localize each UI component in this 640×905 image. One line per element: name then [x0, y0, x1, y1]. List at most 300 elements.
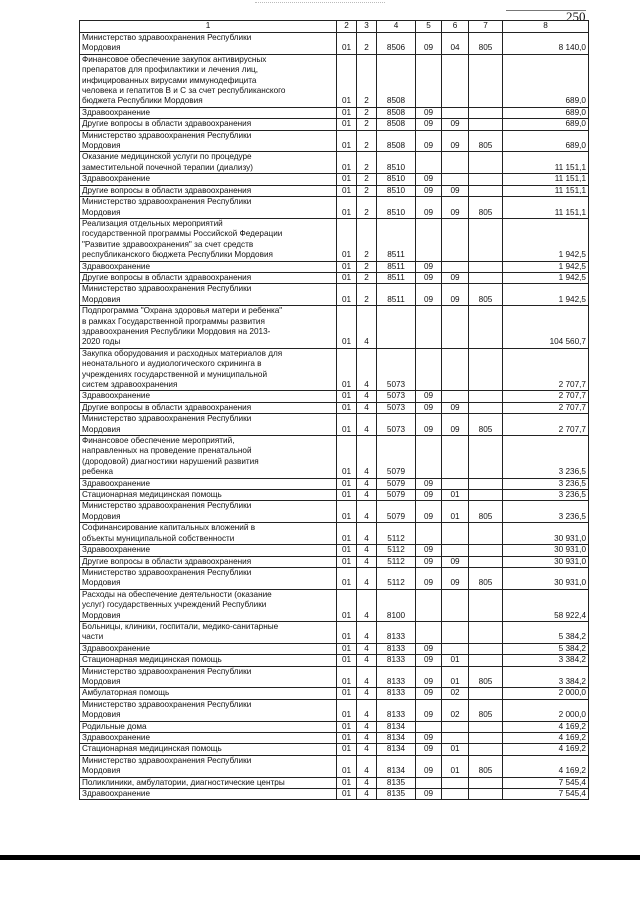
row-name: Расходы на обеспечение деятельности (оказание услуг) государственных учреждений Республики Мордовия — [80, 589, 337, 621]
table-row — [80, 688, 589, 699]
cell-code-7 — [469, 655, 503, 666]
cell-code-2: 01 — [337, 721, 357, 732]
cell-code-4: 8510 — [377, 152, 416, 174]
cell-code-2: 01 — [337, 501, 357, 523]
cell-amount: 7 545,4 — [503, 789, 589, 800]
cell-code-4: 5073 — [377, 402, 416, 413]
cell-amount: 4 169,2 — [503, 721, 589, 732]
row-name: Стационарная медицинская помощь — [80, 655, 337, 666]
cell-code-6: 09 — [442, 185, 469, 196]
cell-code-3: 2 — [357, 107, 377, 118]
cell-code-5: 09 — [416, 545, 442, 556]
cell-code-6: 09 — [442, 130, 469, 152]
cell-code-4: 5112 — [377, 545, 416, 556]
cell-code-7 — [469, 777, 503, 788]
cell-code-6 — [442, 152, 469, 174]
cell-code-2: 01 — [337, 777, 357, 788]
cell-amount: 2 707,7 — [503, 414, 589, 436]
cell-code-6: 09 — [442, 284, 469, 306]
cell-code-4: 5112 — [377, 556, 416, 567]
row-name: Здравоохранение — [80, 733, 337, 744]
cell-amount: 1 942,5 — [503, 218, 589, 261]
cell-code-4: 5112 — [377, 567, 416, 589]
cell-code-3: 4 — [357, 755, 377, 777]
cell-code-2: 01 — [337, 284, 357, 306]
row-name: Стационарная медицинская помощь — [80, 490, 337, 501]
cell-code-4: 8510 — [377, 185, 416, 196]
cell-code-4: 8508 — [377, 54, 416, 107]
scan-artifact-marks — [255, 2, 385, 7]
cell-code-5 — [416, 523, 442, 545]
table-row — [80, 721, 589, 732]
cell-code-3: 4 — [357, 567, 377, 589]
column-header: 8 — [503, 21, 589, 33]
table-row — [80, 621, 589, 643]
cell-code-7: 805 — [469, 501, 503, 523]
cell-amount: 3 384,2 — [503, 655, 589, 666]
cell-amount: 2 000,0 — [503, 699, 589, 721]
cell-code-4: 8135 — [377, 789, 416, 800]
cell-code-5: 09 — [416, 261, 442, 272]
table-body — [80, 33, 589, 800]
table-row — [80, 130, 589, 152]
cell-code-3: 4 — [357, 688, 377, 699]
cell-code-6: 09 — [442, 197, 469, 219]
cell-code-6: 09 — [442, 272, 469, 283]
cell-code-6: 09 — [442, 567, 469, 589]
cell-code-4: 8510 — [377, 174, 416, 185]
cell-code-2: 01 — [337, 185, 357, 196]
cell-amount: 689,0 — [503, 130, 589, 152]
cell-amount: 30 931,0 — [503, 545, 589, 556]
cell-amount: 30 931,0 — [503, 567, 589, 589]
cell-code-7: 805 — [469, 666, 503, 688]
cell-amount: 7 545,4 — [503, 777, 589, 788]
cell-code-7: 805 — [469, 197, 503, 219]
row-name: Министерство здравоохранения Республики Мордовия — [80, 755, 337, 777]
cell-code-2: 01 — [337, 130, 357, 152]
cell-code-3: 4 — [357, 744, 377, 755]
cell-code-3: 2 — [357, 119, 377, 130]
cell-code-5: 09 — [416, 567, 442, 589]
row-name: Другие вопросы в области здравоохранения — [80, 119, 337, 130]
cell-code-4: 5073 — [377, 348, 416, 391]
cell-code-4: 5112 — [377, 523, 416, 545]
cell-code-5: 09 — [416, 391, 442, 402]
cell-amount: 3 236,5 — [503, 501, 589, 523]
cell-code-4: 8134 — [377, 733, 416, 744]
cell-code-6 — [442, 721, 469, 732]
cell-code-3: 4 — [357, 621, 377, 643]
cell-amount: 1 942,5 — [503, 272, 589, 283]
table-row — [80, 699, 589, 721]
cell-amount: 5 384,2 — [503, 643, 589, 654]
cell-code-2: 01 — [337, 272, 357, 283]
cell-amount: 3 384,2 — [503, 666, 589, 688]
cell-code-2: 01 — [337, 197, 357, 219]
table-row — [80, 589, 589, 621]
cell-code-2: 01 — [337, 33, 357, 55]
cell-code-2: 01 — [337, 414, 357, 436]
cell-code-4: 8100 — [377, 589, 416, 621]
cell-code-2: 01 — [337, 174, 357, 185]
cell-code-5: 09 — [416, 501, 442, 523]
cell-code-3: 4 — [357, 402, 377, 413]
cell-code-7 — [469, 119, 503, 130]
cell-code-3: 2 — [357, 284, 377, 306]
cell-code-2: 01 — [337, 152, 357, 174]
row-name: Поликлиники, амбулатории, диагностические центры — [80, 777, 337, 788]
row-name: Финансовое обеспечение мероприятий, направленных на проведение пренатальной (дородовой) диагностики нарушений развития ребенка — [80, 436, 337, 479]
cell-code-7 — [469, 402, 503, 413]
cell-amount: 1 942,5 — [503, 284, 589, 306]
cell-amount: 2 000,0 — [503, 688, 589, 699]
cell-code-5 — [416, 152, 442, 174]
cell-code-4: 5079 — [377, 478, 416, 489]
cell-code-4: 5079 — [377, 501, 416, 523]
table-row — [80, 556, 589, 567]
cell-code-2: 01 — [337, 119, 357, 130]
cell-code-2: 01 — [337, 666, 357, 688]
cell-code-6: 01 — [442, 490, 469, 501]
cell-code-5: 09 — [416, 130, 442, 152]
cell-code-3: 4 — [357, 545, 377, 556]
cell-code-5 — [416, 436, 442, 479]
cell-code-5: 09 — [416, 744, 442, 755]
cell-code-7 — [469, 391, 503, 402]
cell-code-3: 4 — [357, 391, 377, 402]
cell-code-6 — [442, 733, 469, 744]
table-row — [80, 402, 589, 413]
cell-code-7 — [469, 523, 503, 545]
cell-code-5: 09 — [416, 733, 442, 744]
column-header: 2 — [337, 21, 357, 33]
table-header-row — [80, 21, 589, 33]
page-number: 250 — [566, 9, 586, 24]
cell-code-6 — [442, 523, 469, 545]
cell-code-3: 2 — [357, 174, 377, 185]
cell-code-7: 805 — [469, 755, 503, 777]
column-header: 3 — [357, 21, 377, 33]
cell-code-3: 2 — [357, 261, 377, 272]
cell-code-7: 805 — [469, 414, 503, 436]
cell-code-5: 09 — [416, 755, 442, 777]
cell-code-4: 8511 — [377, 272, 416, 283]
cell-code-7 — [469, 721, 503, 732]
table-row — [80, 733, 589, 744]
cell-amount: 11 151,1 — [503, 197, 589, 219]
cell-code-7 — [469, 107, 503, 118]
cell-code-7 — [469, 272, 503, 283]
cell-amount: 1 942,5 — [503, 261, 589, 272]
row-name: Здравоохранение — [80, 545, 337, 556]
cell-code-3: 4 — [357, 414, 377, 436]
cell-code-4: 8133 — [377, 699, 416, 721]
cell-amount: 5 384,2 — [503, 621, 589, 643]
cell-amount: 2 707,7 — [503, 348, 589, 391]
column-header: 5 — [416, 21, 442, 33]
table-row — [80, 197, 589, 219]
cell-code-4: 8133 — [377, 688, 416, 699]
cell-code-5 — [416, 721, 442, 732]
cell-code-6 — [442, 545, 469, 556]
cell-code-6: 01 — [442, 655, 469, 666]
row-name: Здравоохранение — [80, 174, 337, 185]
cell-code-5: 09 — [416, 197, 442, 219]
cell-code-5: 09 — [416, 402, 442, 413]
cell-code-6 — [442, 348, 469, 391]
table-row — [80, 755, 589, 777]
cell-code-5: 09 — [416, 556, 442, 567]
cell-code-2: 01 — [337, 733, 357, 744]
cell-amount: 4 169,2 — [503, 744, 589, 755]
row-name: Другие вопросы в области здравоохранения — [80, 402, 337, 413]
cell-code-6: 01 — [442, 501, 469, 523]
table-row — [80, 523, 589, 545]
column-header: 6 — [442, 21, 469, 33]
cell-code-2: 01 — [337, 567, 357, 589]
table-row — [80, 789, 589, 800]
cell-amount: 4 169,2 — [503, 755, 589, 777]
cell-code-2: 01 — [337, 545, 357, 556]
table-row — [80, 174, 589, 185]
cell-code-3: 2 — [357, 152, 377, 174]
cell-code-2: 01 — [337, 643, 357, 654]
cell-code-6 — [442, 589, 469, 621]
cell-code-6: 09 — [442, 556, 469, 567]
cell-code-4: 8133 — [377, 666, 416, 688]
cell-code-2: 01 — [337, 688, 357, 699]
row-name: Министерство здравоохранения Республики Мордовия — [80, 414, 337, 436]
cell-amount: 58 922,4 — [503, 589, 589, 621]
cell-amount: 689,0 — [503, 119, 589, 130]
cell-amount: 11 151,1 — [503, 174, 589, 185]
cell-code-6 — [442, 174, 469, 185]
cell-code-7 — [469, 478, 503, 489]
cell-code-6: 09 — [442, 119, 469, 130]
row-name: Другие вопросы в области здравоохранения — [80, 556, 337, 567]
cell-code-7: 805 — [469, 567, 503, 589]
cell-code-6 — [442, 436, 469, 479]
cell-code-2: 01 — [337, 523, 357, 545]
cell-code-4: 8508 — [377, 130, 416, 152]
row-name: Министерство здравоохранения Республики Мордовия — [80, 197, 337, 219]
cell-code-6 — [442, 306, 469, 349]
cell-code-5: 09 — [416, 272, 442, 283]
cell-code-7 — [469, 556, 503, 567]
cell-amount: 689,0 — [503, 107, 589, 118]
cell-code-5: 09 — [416, 107, 442, 118]
table-row — [80, 185, 589, 196]
table-row — [80, 391, 589, 402]
cell-code-3: 4 — [357, 478, 377, 489]
cell-code-6 — [442, 54, 469, 107]
cell-code-2: 01 — [337, 54, 357, 107]
cell-code-4: 8135 — [377, 777, 416, 788]
row-name: Другие вопросы в области здравоохранения — [80, 272, 337, 283]
cell-code-7 — [469, 306, 503, 349]
row-name: Закупка оборудования и расходных материалов для неонатального и аудиологического скрининга в учреждениях государственной и муниципальной систем здравоохранения — [80, 348, 337, 391]
table-row — [80, 284, 589, 306]
cell-code-2: 01 — [337, 402, 357, 413]
cell-amount: 2 707,7 — [503, 402, 589, 413]
cell-code-5: 09 — [416, 789, 442, 800]
cell-code-6: 09 — [442, 414, 469, 436]
cell-code-4: 8511 — [377, 284, 416, 306]
row-name: Министерство здравоохранения Республики Мордовия — [80, 501, 337, 523]
row-name: Софинансирование капитальных вложений в объекты муниципальной собственности — [80, 523, 337, 545]
table-row — [80, 490, 589, 501]
cell-code-6: 02 — [442, 699, 469, 721]
row-name: Здравоохранение — [80, 261, 337, 272]
cell-code-4: 8133 — [377, 655, 416, 666]
cell-code-5: 09 — [416, 643, 442, 654]
cell-code-2: 01 — [337, 589, 357, 621]
cell-code-6 — [442, 789, 469, 800]
cell-code-7 — [469, 643, 503, 654]
cell-code-3: 4 — [357, 789, 377, 800]
cell-code-2: 01 — [337, 348, 357, 391]
cell-code-7: 805 — [469, 130, 503, 152]
cell-code-5: 09 — [416, 655, 442, 666]
cell-code-7 — [469, 621, 503, 643]
cell-code-4: 5073 — [377, 414, 416, 436]
bottom-scan-bar — [0, 855, 640, 860]
cell-code-6: 04 — [442, 33, 469, 55]
table-row — [80, 218, 589, 261]
cell-code-6: 01 — [442, 666, 469, 688]
cell-code-7: 805 — [469, 699, 503, 721]
row-name: Подпрограмма "Охрана здоровья матери и ребенка" в рамках Государственной программы развития здравоохранения Республики Мордовия на 2013- 2020 годы — [80, 306, 337, 349]
row-name: Стационарная медицинская помощь — [80, 744, 337, 755]
cell-code-6 — [442, 643, 469, 654]
row-name: Здравоохранение — [80, 789, 337, 800]
cell-code-4: 5079 — [377, 490, 416, 501]
cell-code-2: 01 — [337, 436, 357, 479]
cell-code-3: 4 — [357, 666, 377, 688]
table-row — [80, 33, 589, 55]
cell-code-7 — [469, 436, 503, 479]
cell-code-3: 4 — [357, 733, 377, 744]
row-name: Министерство здравоохранения Республики Мордовия — [80, 130, 337, 152]
cell-code-6 — [442, 107, 469, 118]
cell-code-7 — [469, 733, 503, 744]
cell-code-3: 2 — [357, 218, 377, 261]
cell-code-2: 01 — [337, 699, 357, 721]
table-row — [80, 348, 589, 391]
cell-code-6: 01 — [442, 755, 469, 777]
cell-code-7 — [469, 545, 503, 556]
cell-code-7 — [469, 174, 503, 185]
cell-code-6 — [442, 391, 469, 402]
cell-code-3: 2 — [357, 130, 377, 152]
table-row — [80, 152, 589, 174]
cell-code-3: 4 — [357, 643, 377, 654]
cell-code-2: 01 — [337, 306, 357, 349]
table-row — [80, 306, 589, 349]
cell-code-6 — [442, 621, 469, 643]
cell-code-3: 4 — [357, 523, 377, 545]
cell-code-3: 4 — [357, 348, 377, 391]
row-name: Родильные дома — [80, 721, 337, 732]
cell-code-3: 4 — [357, 777, 377, 788]
cell-amount: 4 169,2 — [503, 733, 589, 744]
cell-code-2: 01 — [337, 755, 357, 777]
cell-code-3: 4 — [357, 589, 377, 621]
cell-amount: 11 151,1 — [503, 185, 589, 196]
table-row — [80, 545, 589, 556]
row-name: Больницы, клиники, госпитали, медико-санитарные части — [80, 621, 337, 643]
cell-amount: 30 931,0 — [503, 523, 589, 545]
cell-code-2: 01 — [337, 621, 357, 643]
row-name: Здравоохранение — [80, 478, 337, 489]
budget-table — [79, 20, 589, 800]
cell-code-4 — [377, 306, 416, 349]
cell-code-3: 2 — [357, 185, 377, 196]
cell-code-2: 01 — [337, 789, 357, 800]
column-header: 4 — [377, 21, 416, 33]
cell-code-7 — [469, 218, 503, 261]
cell-amount: 30 931,0 — [503, 556, 589, 567]
cell-code-3: 4 — [357, 501, 377, 523]
table-row — [80, 666, 589, 688]
cell-code-2: 01 — [337, 107, 357, 118]
cell-amount: 11 151,1 — [503, 152, 589, 174]
cell-code-2: 01 — [337, 655, 357, 666]
table-row — [80, 107, 589, 118]
cell-code-2: 01 — [337, 478, 357, 489]
cell-code-6: 02 — [442, 688, 469, 699]
row-name: Оказание медицинской услуги по процедуре заместительной почечной терапии (диализу) — [80, 152, 337, 174]
cell-code-5: 09 — [416, 688, 442, 699]
cell-code-5 — [416, 589, 442, 621]
cell-amount: 3 236,5 — [503, 478, 589, 489]
cell-code-5: 09 — [416, 478, 442, 489]
cell-code-4: 8134 — [377, 721, 416, 732]
row-name: Здравоохранение — [80, 643, 337, 654]
cell-code-5 — [416, 348, 442, 391]
cell-code-2: 01 — [337, 556, 357, 567]
table-row — [80, 54, 589, 107]
row-name: Министерство здравоохранения Республики Мордовия — [80, 33, 337, 55]
cell-code-2: 01 — [337, 490, 357, 501]
cell-code-3: 4 — [357, 436, 377, 479]
cell-amount: 8 140,0 — [503, 33, 589, 55]
cell-code-5: 09 — [416, 414, 442, 436]
cell-code-4: 8506 — [377, 33, 416, 55]
table-row — [80, 744, 589, 755]
cell-code-3: 2 — [357, 272, 377, 283]
cell-code-4: 8133 — [377, 643, 416, 654]
cell-code-5: 09 — [416, 33, 442, 55]
cell-code-2: 01 — [337, 744, 357, 755]
cell-code-4: 5079 — [377, 436, 416, 479]
cell-amount: 3 236,5 — [503, 436, 589, 479]
column-header: 1 — [80, 21, 337, 33]
table-row — [80, 501, 589, 523]
row-name: Амбулаторная помощь — [80, 688, 337, 699]
cell-code-6: 01 — [442, 744, 469, 755]
cell-code-7 — [469, 54, 503, 107]
table-row — [80, 777, 589, 788]
cell-code-5: 09 — [416, 174, 442, 185]
cell-code-6 — [442, 218, 469, 261]
cell-code-3: 4 — [357, 699, 377, 721]
cell-code-4: 8510 — [377, 197, 416, 219]
cell-code-6: 09 — [442, 402, 469, 413]
cell-amount: 689,0 — [503, 54, 589, 107]
cell-code-3: 4 — [357, 306, 377, 349]
